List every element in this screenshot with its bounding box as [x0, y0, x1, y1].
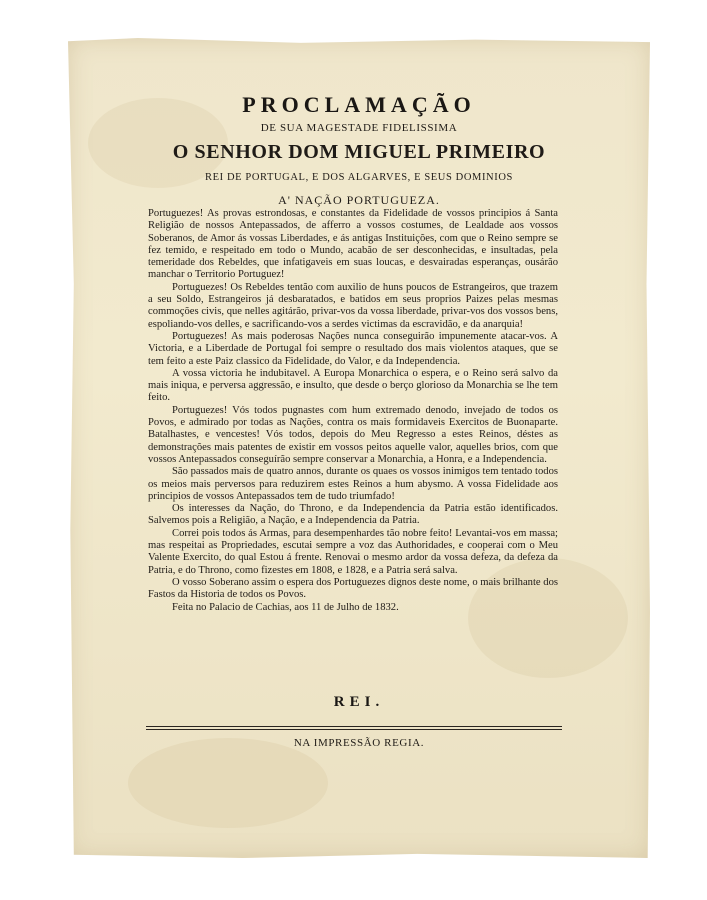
- address-line: A' NAÇÃO PORTUGUEZA.: [278, 193, 440, 207]
- paragraph: Correi pois todos ás Armas, para desempenhardes tão nobre feito! Levantai-vos em massa; mas respeitai as Propriedades, escutai sempre a voz das Authoridades, e cooperai com o Meu Valente Exercito, do qual Estou á frente. Renovai o mesmo ardor da vossa defeza, da defeza da Patria, e do Throno, como fizestes em 1808, e 1828, e a Patria será salva.: [148, 527, 558, 576]
- signature: REI.: [333, 694, 385, 710]
- dominions-line: REI DE PORTUGAL, E DOS ALGARVES, E SEUS DOMINIOS: [205, 172, 513, 183]
- paragraph: Portuguezes! As provas estrondosas, e constantes da Fidelidade de vossos principios á Santa Religião de nossos Antepassados, de afferro a vossos costumes, de Lealdade aos vossos Soberanos, de Amor ás vossas Liberdades, e ás antigas Instituições, com que o Reino sempre se fez temido, e respeitado em todo o Mundo, acabão de ser desconhecidas, e insultadas, pela temeridade dos Rebeldes, que infatigaveis em suas loucas, e desvairadas esperanças, ousárão manchar o Territorio Portuguez!: [148, 208, 558, 281]
- proclamation-body: [148, 208, 558, 614]
- paragraph: São passados mais de quatro annos, durante os quaes os vossos inimigos tem tentado todos os meios mais perversos para reduzirem estes Reinos a hum abysmo. A vossa Fidelidade aos principios de vossos Antepassados tem de tudo triumfado!: [148, 466, 558, 502]
- document-title: PROCLAMAÇÃO: [242, 92, 476, 117]
- imprint-line: NA IMPRESSÃO REGIA.: [293, 737, 425, 749]
- paragraph: O vosso Soberano assim o espera dos Portuguezes dignos deste nome, o mais brilhante dos Fastos da Historia de todos os Povos.: [148, 576, 558, 601]
- document-subtitle: DE SUA MAGESTADE FIDELISSIMA: [260, 122, 458, 134]
- paragraph: Portuguezes! Os Rebeldes tentão com auxilio de huns poucos de Estrangeiros, que trazem a seu Soldo, Estrangeiros já desbaratados, e batidos em seus proprios Paizes pelas mesmas commoções civis, que nelles agitárão, privar-vos da vossa liberdade, privar-vos dos vossos bens, espoliando-vos delles, e sacrificando-vos a serdes victimas da escravidão, e da anarquia!: [148, 281, 558, 330]
- paragraph: Portuguezes! As mais poderosas Nações nunca conseguirão impunemente atacar-vos. A Victoria, e a Liberdade de Portugal foi sempre o resultado dos mais violentos ataques, que se tem feito a este Paiz classico da Fidelidade, do Valor, e da Independencia.: [148, 330, 558, 367]
- paragraph: Feita no Palacio de Cachias, aos 11 de Julho de 1832.: [172, 601, 399, 613]
- divider-rule: [146, 726, 562, 727]
- paragraph: A vossa victoria he indubitavel. A Europa Monarchica o espera, e o Reino será salvo da mais iniqua, e perversa aggressão, e insulto, que desde o berço glorioso da Monarchia se lhe tem feito.: [148, 367, 558, 404]
- paragraph: Os interesses da Nação, do Throno, e da Independencia da Patria estão identificados. Salvemos pois a Religião, a Nação, e a Independencia da Patria.: [148, 503, 558, 527]
- paper-stain: [128, 738, 328, 828]
- paragraph: Portuguezes! Vós todos pugnastes com hum extremado denodo, invejado de todos os Povos, e admirado por todas as Nações, contra os mais formidaveis Exercitos de Buonaparte. Batalhastes, e vencestes! Vós todos, depois do Meu Regresso a estes Reinos, déstes as demonstrações mais patentes de existir em vossos peitos aquelle valor, aquelles brios, com que vossos Antepassados conseguírão sempre conservar a Monarchia, a Honra, e a Independencia.: [148, 404, 558, 465]
- divider-rule: [146, 729, 562, 730]
- king-name: O SENHOR DOM MIGUEL PRIMEIRO: [172, 141, 546, 163]
